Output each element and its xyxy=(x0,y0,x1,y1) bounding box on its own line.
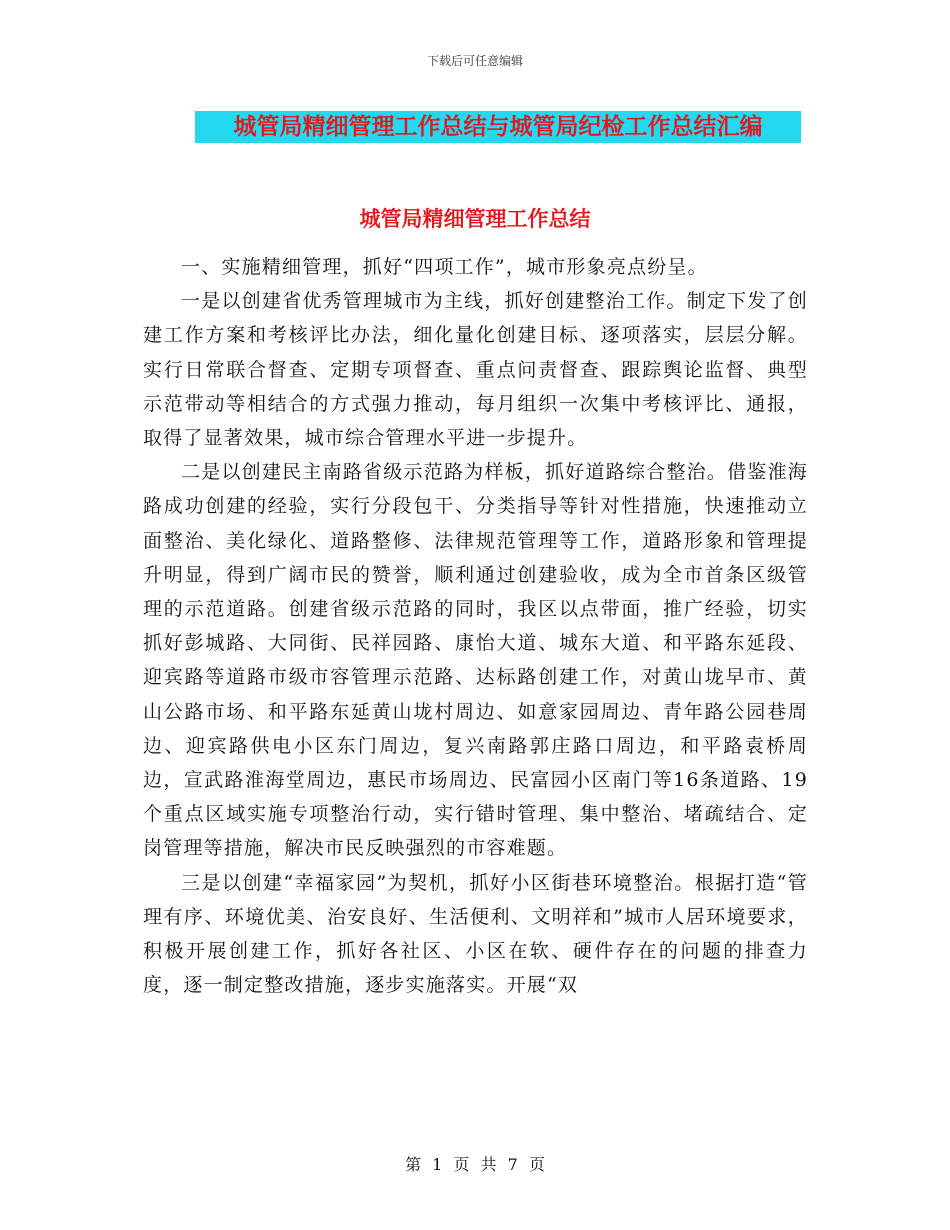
title-highlight xyxy=(195,111,801,143)
section-title: 城管局精细管理工作总结 xyxy=(359,206,591,231)
paragraph-4: 三是以创建“幸福家园”为契机，抓好小区街巷环境整治。根据打造“管理有序、环境优美、治安良好、生活便利、文明祥和”城市人居环境要求，积极开展创建工作，抓好各社区、小区在软、硬件存在的问题的排查力度，逐一制定整改措施，逐步实施落实。开展“双 xyxy=(143,871,808,997)
document-title: 城管局精细管理工作总结与城管局纪检工作总结汇编 xyxy=(233,113,763,140)
page-number: 第 1 页 共 7 页 xyxy=(405,1155,545,1174)
paragraph-3: 二是以创建民主南路省级示范路为样板，抓好道路综合整治。借鉴淮海路成功创建的经验，实行分段包干、分类指导等针对性措施，快速推动立面整治、美化绿化、道路整修、法律规范管理等工作，道路形象和管理提升明显，得到广阔市民的赞誉，顺利通过创建验收，成为全市首条区级管理的示范道路。创建省级示范路的同时，我区以点带面，推广经验，切实抓好彭城路、大同街、民祥园路、康怡大道、城东大道、和平路东延段、迎宾路等道路市级市容管理示范路、达标路创建工作，对黄山垅早市、黄山公路市场、和平路东延黄山垅村周边、如意家园周边、青年路公园巷周边、迎宾路供电小区东门周边，复兴南路郭庄路口周边，和平路袁桥周边，宣武路淮海堂周边，惠民市场周边、民富园小区南门等16条道路、19个重点区域实施专项整治行动，实行错时管理、集中整治、堵疏结合、定岗管理等措施，解决市民反映强烈的市容难题。 xyxy=(143,461,808,860)
paragraph-2: 一是以创建省优秀管理城市为主线，抓好创建整治工作。制定下发了创建工作方案和考核评比办法，细化量化创建目标、逐项落实，层层分解。实行日常联合督查、定期专项督查、重点问责督查、跟踪舆论监督、典型示范带动等相结合的方式强力推动，每月组织一次集中考核评比、通报，取得了显著效果，城市综合管理水平进一步提升。 xyxy=(143,290,808,450)
header-note: 下载后可任意编辑 xyxy=(426,54,523,68)
document-body xyxy=(143,250,808,1002)
paragraph-1: 一、实施精细管理，抓好“四项工作”，城市形象亮点纷呈。 xyxy=(181,256,708,278)
